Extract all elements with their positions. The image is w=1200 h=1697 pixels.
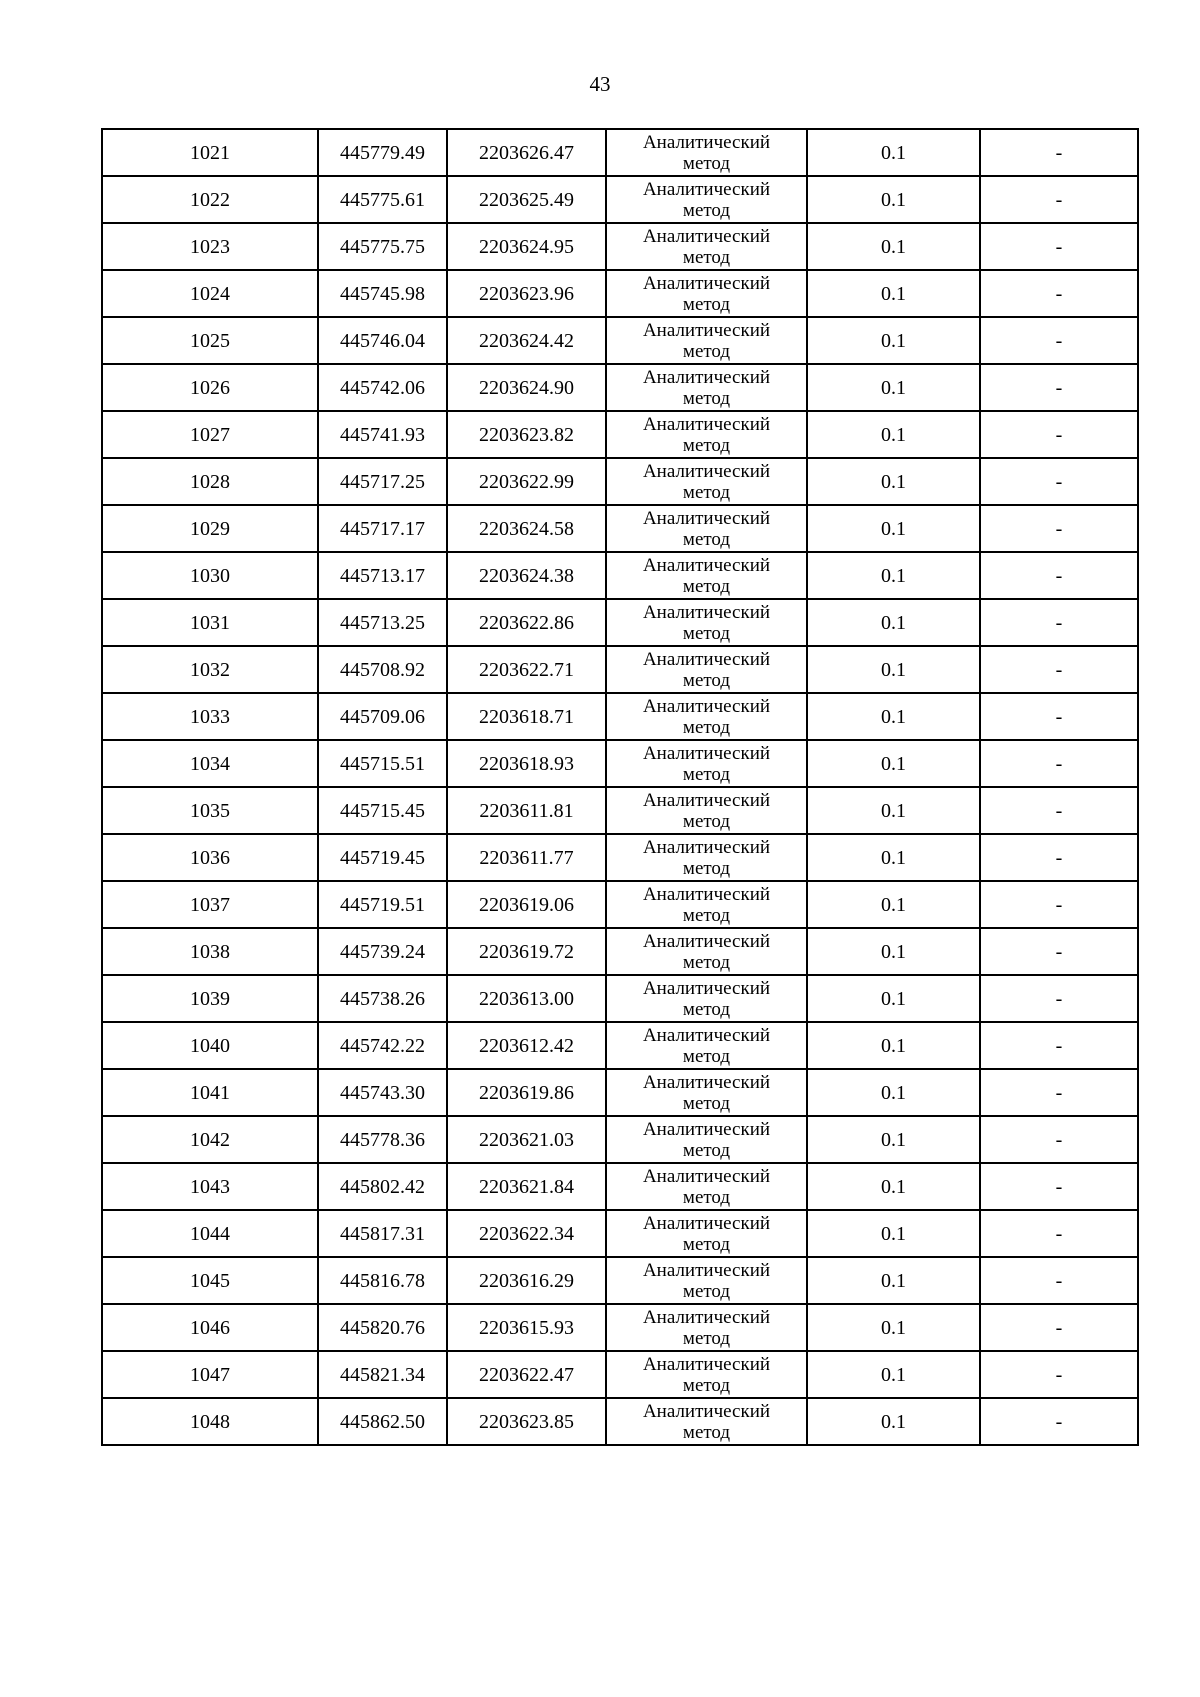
method-cell (606, 599, 807, 646)
note-cell: - (980, 270, 1138, 317)
accuracy-cell: 0.1 (807, 411, 980, 458)
point-number-cell: 1028 (102, 458, 318, 505)
point-number-cell: 1024 (102, 270, 318, 317)
y-coordinate-cell: 2203626.47 (447, 129, 606, 176)
x-coordinate-cell: 445743.30 (318, 1069, 447, 1116)
method-line-1: Аналитический (642, 1259, 771, 1281)
method-line-2: метод (682, 528, 731, 550)
note-cell: - (980, 1257, 1138, 1304)
accuracy-cell: 0.1 (807, 928, 980, 975)
method-line-2: метод (682, 293, 731, 315)
method-cell (606, 411, 807, 458)
method-line-1: Аналитический (642, 883, 771, 905)
method-cell (606, 1257, 807, 1304)
table-row (102, 223, 1138, 270)
note-cell: - (980, 975, 1138, 1022)
y-coordinate-cell: 2203622.86 (447, 599, 606, 646)
method-line-2: метод (682, 1374, 731, 1396)
method-cell (606, 458, 807, 505)
accuracy-cell: 0.1 (807, 646, 980, 693)
y-coordinate-cell: 2203616.29 (447, 1257, 606, 1304)
y-coordinate-cell: 2203624.42 (447, 317, 606, 364)
method-cell (606, 646, 807, 693)
method-line-2: метод (682, 669, 731, 691)
method-line-1: Аналитический (642, 1118, 771, 1140)
method-line-2: метод (682, 904, 731, 926)
table-row (102, 176, 1138, 223)
note-cell: - (980, 1022, 1138, 1069)
y-coordinate-cell: 2203613.00 (447, 975, 606, 1022)
note-cell: - (980, 458, 1138, 505)
x-coordinate-cell: 445775.61 (318, 176, 447, 223)
note-cell: - (980, 505, 1138, 552)
table-row (102, 1398, 1138, 1445)
table-row (102, 1069, 1138, 1116)
accuracy-cell: 0.1 (807, 881, 980, 928)
x-coordinate-cell: 445816.78 (318, 1257, 447, 1304)
method-line-1: Аналитический (642, 930, 771, 952)
method-cell (606, 1022, 807, 1069)
table-row (102, 317, 1138, 364)
point-number-cell: 1027 (102, 411, 318, 458)
x-coordinate-cell: 445775.75 (318, 223, 447, 270)
y-coordinate-cell: 2203611.77 (447, 834, 606, 881)
y-coordinate-cell: 2203624.90 (447, 364, 606, 411)
y-coordinate-cell: 2203623.96 (447, 270, 606, 317)
accuracy-cell: 0.1 (807, 1210, 980, 1257)
method-cell (606, 928, 807, 975)
x-coordinate-cell: 445742.06 (318, 364, 447, 411)
point-number-cell: 1032 (102, 646, 318, 693)
method-line-2: метод (682, 951, 731, 973)
x-coordinate-cell: 445717.17 (318, 505, 447, 552)
accuracy-cell: 0.1 (807, 975, 980, 1022)
method-line-1: Аналитический (642, 742, 771, 764)
method-line-2: метод (682, 1233, 731, 1255)
method-line-2: метод (682, 481, 731, 503)
point-number-cell: 1025 (102, 317, 318, 364)
method-line-2: метод (682, 716, 731, 738)
method-line-1: Аналитический (642, 1071, 771, 1093)
method-line-2: метод (682, 810, 731, 832)
point-number-cell: 1043 (102, 1163, 318, 1210)
method-line-2: метод (682, 622, 731, 644)
y-coordinate-cell: 2203622.99 (447, 458, 606, 505)
y-coordinate-cell: 2203619.72 (447, 928, 606, 975)
note-cell: - (980, 693, 1138, 740)
method-line-2: метод (682, 857, 731, 879)
method-cell (606, 740, 807, 787)
method-cell (606, 364, 807, 411)
y-coordinate-cell: 2203615.93 (447, 1304, 606, 1351)
method-cell (606, 176, 807, 223)
accuracy-cell: 0.1 (807, 317, 980, 364)
point-number-cell: 1048 (102, 1398, 318, 1445)
accuracy-cell: 0.1 (807, 599, 980, 646)
point-number-cell: 1033 (102, 693, 318, 740)
accuracy-cell: 0.1 (807, 223, 980, 270)
x-coordinate-cell: 445713.25 (318, 599, 447, 646)
table-row (102, 599, 1138, 646)
method-line-1: Аналитический (642, 1165, 771, 1187)
method-line-1: Аналитический (642, 695, 771, 717)
accuracy-cell: 0.1 (807, 552, 980, 599)
point-number-cell: 1035 (102, 787, 318, 834)
method-line-1: Аналитический (642, 131, 771, 153)
table-row (102, 552, 1138, 599)
method-line-1: Аналитический (642, 1306, 771, 1328)
method-line-2: метод (682, 763, 731, 785)
note-cell: - (980, 787, 1138, 834)
point-number-cell: 1037 (102, 881, 318, 928)
method-cell (606, 1163, 807, 1210)
x-coordinate-cell: 445713.17 (318, 552, 447, 599)
x-coordinate-cell: 445739.24 (318, 928, 447, 975)
accuracy-cell: 0.1 (807, 129, 980, 176)
note-cell: - (980, 411, 1138, 458)
method-line-1: Аналитический (642, 977, 771, 999)
point-number-cell: 1029 (102, 505, 318, 552)
note-cell: - (980, 364, 1138, 411)
x-coordinate-cell: 445741.93 (318, 411, 447, 458)
y-coordinate-cell: 2203618.93 (447, 740, 606, 787)
accuracy-cell: 0.1 (807, 505, 980, 552)
x-coordinate-cell: 445821.34 (318, 1351, 447, 1398)
accuracy-cell: 0.1 (807, 1398, 980, 1445)
x-coordinate-cell: 445862.50 (318, 1398, 447, 1445)
y-coordinate-cell: 2203624.58 (447, 505, 606, 552)
table-row (102, 364, 1138, 411)
accuracy-cell: 0.1 (807, 1116, 980, 1163)
note-cell: - (980, 1351, 1138, 1398)
method-line-1: Аналитический (642, 836, 771, 858)
x-coordinate-cell: 445779.49 (318, 129, 447, 176)
method-cell (606, 1069, 807, 1116)
point-number-cell: 1021 (102, 129, 318, 176)
note-cell: - (980, 552, 1138, 599)
point-number-cell: 1030 (102, 552, 318, 599)
accuracy-cell: 0.1 (807, 364, 980, 411)
accuracy-cell: 0.1 (807, 176, 980, 223)
method-line-2: метод (682, 1139, 731, 1161)
table-row (102, 505, 1138, 552)
method-line-1: Аналитический (642, 1024, 771, 1046)
x-coordinate-cell: 445709.06 (318, 693, 447, 740)
table-row (102, 693, 1138, 740)
point-number-cell: 1036 (102, 834, 318, 881)
accuracy-cell: 0.1 (807, 834, 980, 881)
accuracy-cell: 0.1 (807, 1163, 980, 1210)
method-cell (606, 1210, 807, 1257)
accuracy-cell: 0.1 (807, 1257, 980, 1304)
point-number-cell: 1023 (102, 223, 318, 270)
method-cell (606, 881, 807, 928)
method-line-2: метод (682, 575, 731, 597)
x-coordinate-cell: 445719.45 (318, 834, 447, 881)
note-cell: - (980, 1398, 1138, 1445)
accuracy-cell: 0.1 (807, 1304, 980, 1351)
method-cell (606, 1351, 807, 1398)
x-coordinate-cell: 445708.92 (318, 646, 447, 693)
x-coordinate-cell: 445738.26 (318, 975, 447, 1022)
method-line-2: метод (682, 152, 731, 174)
x-coordinate-cell: 445717.25 (318, 458, 447, 505)
x-coordinate-cell: 445745.98 (318, 270, 447, 317)
table-row (102, 411, 1138, 458)
method-line-1: Аналитический (642, 554, 771, 576)
y-coordinate-cell: 2203622.71 (447, 646, 606, 693)
method-line-2: метод (682, 387, 731, 409)
table-row (102, 881, 1138, 928)
y-coordinate-cell: 2203621.03 (447, 1116, 606, 1163)
point-number-cell: 1038 (102, 928, 318, 975)
note-cell: - (980, 1069, 1138, 1116)
table-body (102, 129, 1138, 1445)
note-cell: - (980, 599, 1138, 646)
x-coordinate-cell: 445742.22 (318, 1022, 447, 1069)
method-cell (606, 834, 807, 881)
accuracy-cell: 0.1 (807, 1069, 980, 1116)
y-coordinate-cell: 2203621.84 (447, 1163, 606, 1210)
note-cell: - (980, 223, 1138, 270)
table-row (102, 1210, 1138, 1257)
accuracy-cell: 0.1 (807, 740, 980, 787)
method-line-1: Аналитический (642, 413, 771, 435)
y-coordinate-cell: 2203622.47 (447, 1351, 606, 1398)
note-cell: - (980, 317, 1138, 364)
accuracy-cell: 0.1 (807, 1351, 980, 1398)
point-number-cell: 1026 (102, 364, 318, 411)
note-cell: - (980, 1304, 1138, 1351)
point-number-cell: 1034 (102, 740, 318, 787)
x-coordinate-cell: 445715.45 (318, 787, 447, 834)
method-cell (606, 1116, 807, 1163)
y-coordinate-cell: 2203623.82 (447, 411, 606, 458)
x-coordinate-cell: 445778.36 (318, 1116, 447, 1163)
note-cell: - (980, 1116, 1138, 1163)
note-cell: - (980, 129, 1138, 176)
point-number-cell: 1042 (102, 1116, 318, 1163)
note-cell: - (980, 1163, 1138, 1210)
method-cell (606, 1304, 807, 1351)
method-line-2: метод (682, 1045, 731, 1067)
method-line-1: Аналитический (642, 225, 771, 247)
table-row (102, 1304, 1138, 1351)
point-number-cell: 1031 (102, 599, 318, 646)
note-cell: - (980, 834, 1138, 881)
method-cell (606, 1398, 807, 1445)
x-coordinate-cell: 445715.51 (318, 740, 447, 787)
table-row (102, 787, 1138, 834)
x-coordinate-cell: 445817.31 (318, 1210, 447, 1257)
method-line-1: Аналитический (642, 366, 771, 388)
note-cell: - (980, 740, 1138, 787)
note-cell: - (980, 176, 1138, 223)
method-line-1: Аналитический (642, 1400, 771, 1422)
table-row (102, 834, 1138, 881)
method-line-1: Аналитический (642, 319, 771, 341)
accuracy-cell: 0.1 (807, 270, 980, 317)
y-coordinate-cell: 2203624.38 (447, 552, 606, 599)
method-line-1: Аналитический (642, 507, 771, 529)
method-line-2: метод (682, 434, 731, 456)
y-coordinate-cell: 2203625.49 (447, 176, 606, 223)
method-line-1: Аналитический (642, 460, 771, 482)
method-line-2: метод (682, 1327, 731, 1349)
table-row (102, 1163, 1138, 1210)
note-cell: - (980, 1210, 1138, 1257)
method-cell (606, 693, 807, 740)
y-coordinate-cell: 2203619.06 (447, 881, 606, 928)
note-cell: - (980, 881, 1138, 928)
y-coordinate-cell: 2203622.34 (447, 1210, 606, 1257)
table-row (102, 646, 1138, 693)
table-row (102, 1116, 1138, 1163)
method-cell (606, 552, 807, 599)
method-line-2: метод (682, 1092, 731, 1114)
method-line-2: метод (682, 1186, 731, 1208)
table-row (102, 129, 1138, 176)
method-line-2: метод (682, 1280, 731, 1302)
coordinates-table (101, 128, 1139, 1446)
x-coordinate-cell: 445719.51 (318, 881, 447, 928)
table-row (102, 1257, 1138, 1304)
method-line-1: Аналитический (642, 1212, 771, 1234)
table-row (102, 975, 1138, 1022)
x-coordinate-cell: 445820.76 (318, 1304, 447, 1351)
y-coordinate-cell: 2203612.42 (447, 1022, 606, 1069)
y-coordinate-cell: 2203611.81 (447, 787, 606, 834)
method-line-1: Аналитический (642, 1353, 771, 1375)
method-cell (606, 787, 807, 834)
method-line-2: метод (682, 998, 731, 1020)
point-number-cell: 1044 (102, 1210, 318, 1257)
method-line-1: Аналитический (642, 648, 771, 670)
y-coordinate-cell: 2203624.95 (447, 223, 606, 270)
method-cell (606, 317, 807, 364)
method-line-2: метод (682, 246, 731, 268)
method-line-1: Аналитический (642, 272, 771, 294)
point-number-cell: 1039 (102, 975, 318, 1022)
method-cell (606, 270, 807, 317)
method-line-1: Аналитический (642, 601, 771, 623)
method-line-1: Аналитический (642, 789, 771, 811)
point-number-cell: 1040 (102, 1022, 318, 1069)
method-line-2: метод (682, 340, 731, 362)
note-cell: - (980, 646, 1138, 693)
point-number-cell: 1046 (102, 1304, 318, 1351)
table-row (102, 928, 1138, 975)
point-number-cell: 1022 (102, 176, 318, 223)
table-row (102, 1351, 1138, 1398)
method-cell (606, 975, 807, 1022)
method-line-2: метод (682, 199, 731, 221)
table-row (102, 1022, 1138, 1069)
method-line-1: Аналитический (642, 178, 771, 200)
table-row (102, 270, 1138, 317)
point-number-cell: 1045 (102, 1257, 318, 1304)
accuracy-cell: 0.1 (807, 693, 980, 740)
accuracy-cell: 0.1 (807, 787, 980, 834)
point-number-cell: 1047 (102, 1351, 318, 1398)
point-number-cell: 1041 (102, 1069, 318, 1116)
method-cell (606, 505, 807, 552)
note-cell: - (980, 928, 1138, 975)
table-row (102, 458, 1138, 505)
x-coordinate-cell: 445802.42 (318, 1163, 447, 1210)
y-coordinate-cell: 2203623.85 (447, 1398, 606, 1445)
accuracy-cell: 0.1 (807, 458, 980, 505)
y-coordinate-cell: 2203618.71 (447, 693, 606, 740)
accuracy-cell: 0.1 (807, 1022, 980, 1069)
page-number: 43 (589, 72, 611, 96)
method-line-2: метод (682, 1421, 731, 1443)
method-cell (606, 129, 807, 176)
x-coordinate-cell: 445746.04 (318, 317, 447, 364)
y-coordinate-cell: 2203619.86 (447, 1069, 606, 1116)
method-cell (606, 223, 807, 270)
table-row (102, 740, 1138, 787)
